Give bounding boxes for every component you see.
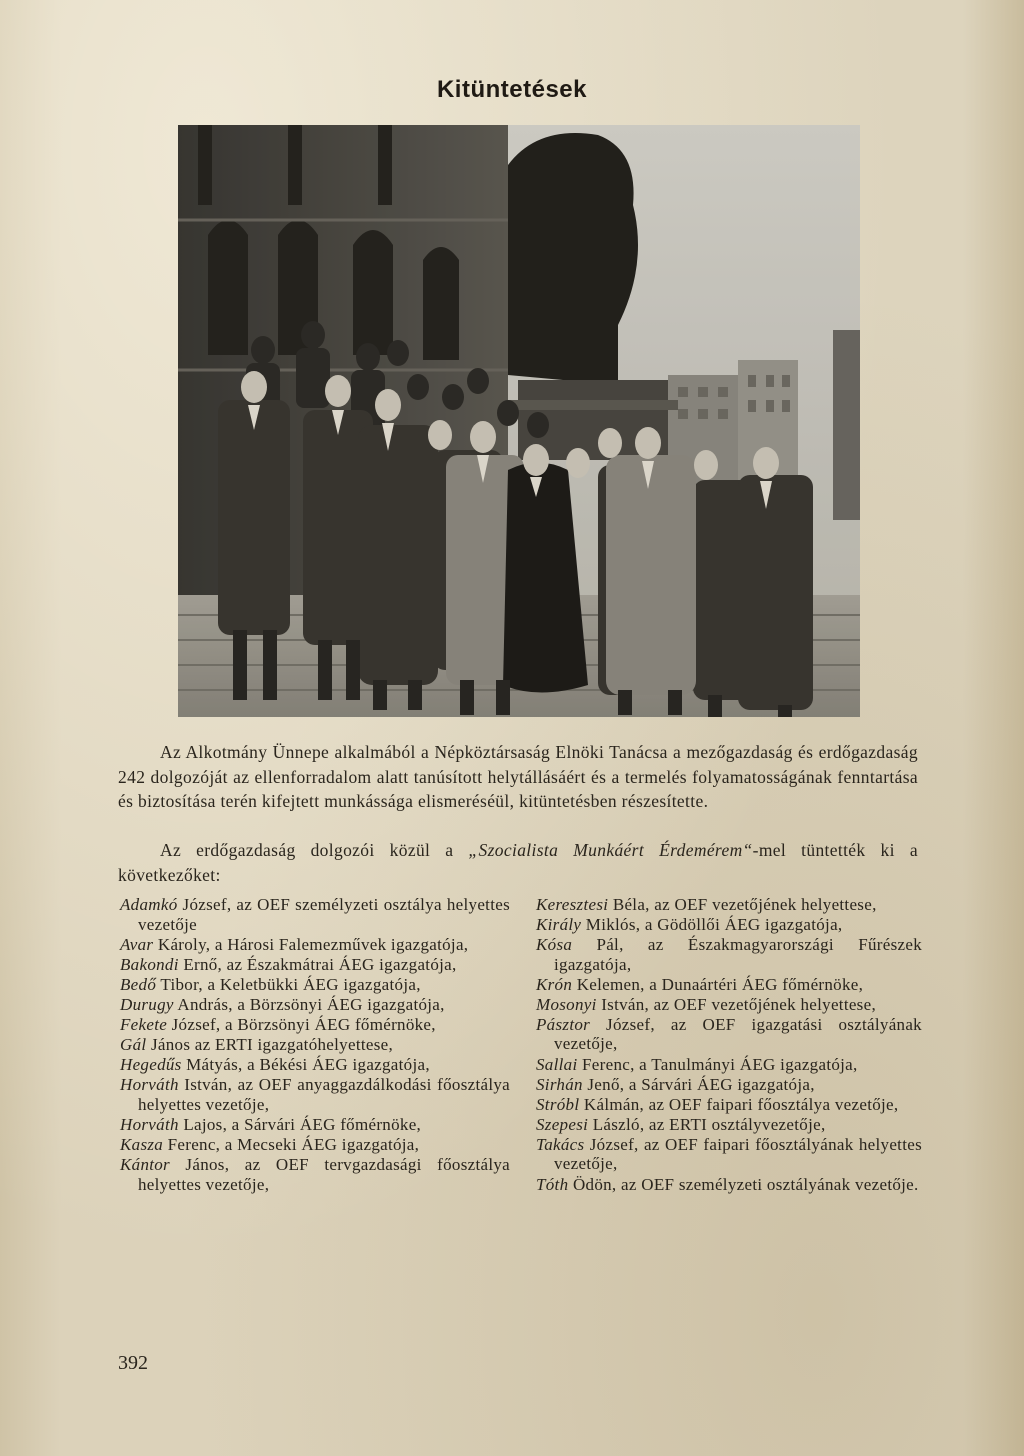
- list-item: [536, 935, 922, 974]
- list-item: [536, 1015, 922, 1054]
- recipient-surname: Bedő: [120, 974, 157, 994]
- recipient-surname: Kasza: [120, 1134, 164, 1154]
- recipient-details: István, az OEF vezetőjének helyettese,: [596, 994, 876, 1014]
- recipient-details: Pál, az Északmagyarországi Fűrészek igazgatója,: [554, 935, 922, 974]
- recipient-surname: Keresztesi: [536, 895, 609, 914]
- second-paragraph: [118, 838, 918, 887]
- recipient-surname: Durugy: [120, 994, 174, 1014]
- recipient-details: Béla, az OEF vezetőjének helyettese,: [608, 895, 877, 914]
- list-item: [536, 995, 922, 1015]
- recipient-surname: Hegedűs: [120, 1055, 182, 1075]
- second-paragraph-before: Az erdőgazdaság dolgozói közül a: [160, 840, 469, 860]
- list-item: [536, 1055, 922, 1075]
- recipient-details: Miklós, a Gödöllői ÁEG igazgatója,: [581, 915, 843, 935]
- recipient-surname: Sallai: [536, 1054, 578, 1074]
- list-item: [120, 1055, 510, 1075]
- recipient-details: János, az OEF tervgazdasági főosztálya helyettes vezetője,: [138, 1155, 510, 1194]
- list-item: [120, 1035, 510, 1055]
- recipient-surname: Takács: [536, 1134, 585, 1154]
- recipient-details: Ferenc, a Mecseki ÁEG igazgatója,: [163, 1134, 420, 1154]
- recipient-details: István, az OEF anyaggazdálkodási főosztálya helyettes vezetője,: [138, 1075, 510, 1114]
- recipient-details: Jenő, a Sárvári ÁEG igazgatója,: [582, 1074, 815, 1094]
- recipient-surname: Gál: [120, 1035, 147, 1055]
- recipient-surname: Fekete: [120, 1014, 168, 1034]
- recipient-surname: Mosonyi: [536, 994, 597, 1014]
- recipient-surname: Pásztor: [536, 1014, 591, 1034]
- recipient-details: József, az OEF faipari főosztályának helyettes vezetője,: [554, 1134, 922, 1174]
- page-title: Kitüntetések: [436, 76, 588, 103]
- list-item: [536, 975, 922, 995]
- recipient-surname: Bakondi: [120, 954, 179, 974]
- recipient-surname: Horváth: [120, 1075, 179, 1095]
- recipient-surname: Kósa: [536, 935, 573, 955]
- list-item: [536, 915, 922, 935]
- group-photo-icon: [178, 125, 860, 717]
- recipient-details: Károly, a Hárosi Falemezművek igazgatója,: [153, 934, 469, 954]
- recipient-surname: Tóth: [536, 1174, 569, 1194]
- list-item: [120, 1155, 510, 1194]
- recipient-details: Tibor, a Keletbükki ÁEG igazgatója,: [156, 974, 421, 994]
- list-item: [536, 1115, 922, 1135]
- recipient-details: József, a Börzsönyi ÁEG főmérnöke,: [167, 1014, 436, 1034]
- recipient-surname: Kántor: [120, 1155, 170, 1175]
- list-item: [120, 1135, 510, 1155]
- group-photo: [178, 125, 860, 717]
- list-item: [120, 895, 510, 934]
- recipient-details: Kelemen, a Dunaártéri ÁEG főmérnöke,: [572, 974, 864, 994]
- list-item: [536, 1175, 922, 1195]
- intro-paragraph: Az Alkotmány Ünnepe alkalmából a Népköztársaság Elnöki Tanácsa a mezőgazdaság és erdőgazdaság 242 dolgozóját az ellenforradalom alatt tanúsított helytállásáért és a termelés folyamatosságának fenntartása és biztosítása terén kifejtett munkássága elismeréséül, kitüntetésben részesítette.: [118, 742, 918, 812]
- left-column: [120, 895, 510, 1195]
- recipient-details: Lajos, a Sárvári ÁEG főmérnöke,: [178, 1114, 422, 1134]
- page-number: 392: [118, 1352, 148, 1374]
- award-name: „Szocialista Munkáért Érdemérem“: [468, 840, 753, 860]
- list-item: [120, 955, 510, 975]
- recipient-details: János az ERTI igazgatóhelyettese,: [146, 1035, 394, 1055]
- recipient-surname: Horváth: [120, 1114, 179, 1134]
- recipient-surname: Stróbl: [536, 1094, 580, 1114]
- recipient-details: András, a Börzsönyi ÁEG igazgatója,: [173, 994, 445, 1014]
- list-item: [536, 895, 922, 915]
- list-item: [536, 1095, 922, 1115]
- list-item: [120, 975, 510, 995]
- list-item: [120, 935, 510, 955]
- recipient-details: József, az OEF személyzeti osztálya helyettes vezetője: [138, 895, 510, 934]
- recipient-details: Ödön, az OEF személyzeti osztályának vezetője.: [568, 1174, 919, 1194]
- list-item: [536, 1135, 922, 1174]
- recipient-details: László, az ERTI osztályvezetője,: [588, 1114, 826, 1134]
- second-paragraph-after: -mel tüntették ki a következőket:: [118, 840, 918, 885]
- list-item: [120, 1115, 510, 1135]
- list-item: [120, 1015, 510, 1035]
- recipient-details: Ernő, az Északmátrai ÁEG igazgatója,: [178, 954, 457, 974]
- list-item: [536, 1075, 922, 1095]
- recipient-surname: Avar: [120, 934, 154, 954]
- recipient-surname: Krón: [536, 974, 573, 994]
- recipient-details: Ferenc, a Tanulmányi ÁEG igazgatója,: [577, 1054, 858, 1074]
- recipient-details: József, az OEF igazgatási osztályának vezetője,: [554, 1014, 922, 1054]
- recipient-surname: Király: [536, 915, 582, 935]
- recipient-surname: Adamkó: [120, 895, 178, 914]
- recipient-surname: Sirhán: [536, 1074, 583, 1094]
- list-item: [120, 1075, 510, 1114]
- right-column: [536, 895, 922, 1195]
- recipient-details: Kálmán, az OEF faipari főosztálya vezetője,: [579, 1094, 899, 1114]
- list-item: [120, 995, 510, 1015]
- recipient-details: Mátyás, a Békési ÁEG igazgatója,: [181, 1055, 430, 1075]
- recipient-surname: Szepesi: [536, 1114, 589, 1134]
